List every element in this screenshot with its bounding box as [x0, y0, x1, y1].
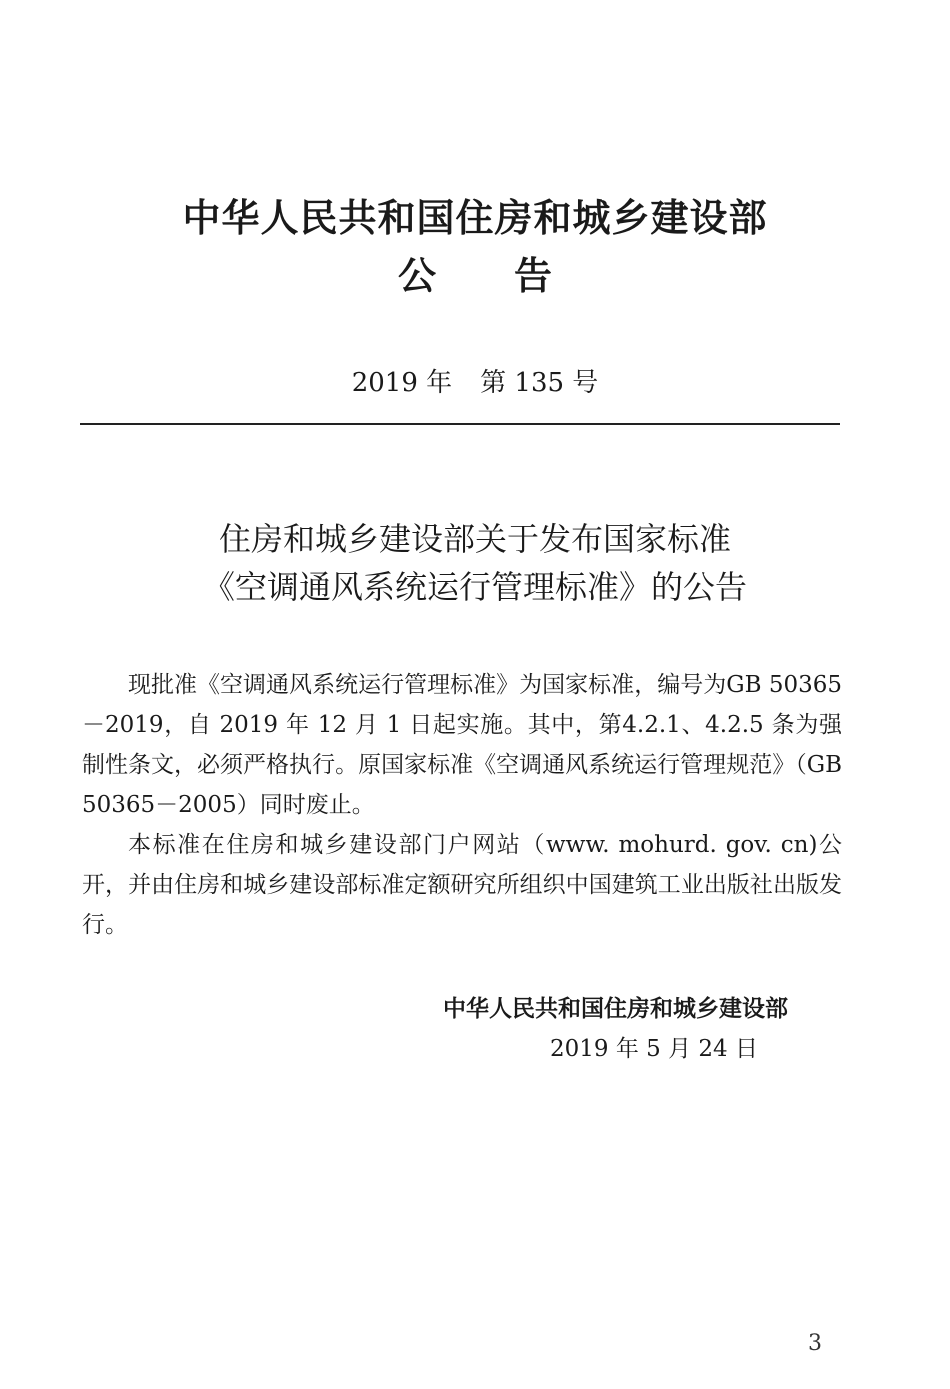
- issuer-heading: 中华人民共和国住房和城乡建设部: [182, 196, 768, 240]
- announcement-serial: 第 135 号: [480, 368, 599, 398]
- signatory: 中华人民共和国住房和城乡建设部: [443, 996, 788, 1022]
- page-number: 3: [808, 1331, 822, 1356]
- announcement-number: [0, 365, 950, 401]
- body-paragraph-2: 本标准在住房和城乡建设部门户网站（www. mohurd. gov. cn)公开，并由住房和城乡建设部标准定额研究所组织中国建筑工业出版社出版发行。: [82, 832, 842, 938]
- announcement-body: [82, 665, 842, 945]
- signature-date: 2019 年 5 月 24 日: [550, 1036, 758, 1062]
- title-line-2: 《空调通风系统运行管理标准》的公告: [202, 568, 747, 606]
- announcement-title: [0, 515, 950, 611]
- title-line-1: 住房和城乡建设部关于发布国家标准: [218, 520, 731, 558]
- body-paragraph-1: 现批准《空调通风系统运行管理标准》为国家标准，编号为GB 50365－2019，自 2019 年 12 月 1 日起实施。其中，第4.2.1、4.2.5 条为强制性条文，必须严格执行。原国家标准《空调通风系统运行管理规范》（GB 50365－2005）同时废止。: [82, 672, 842, 818]
- document-type-heading: [0, 248, 950, 304]
- header-divider: [80, 423, 840, 425]
- document-type-char-2: 告: [514, 254, 553, 298]
- document-type-char-1: 公: [397, 254, 436, 298]
- announcement-year: 2019 年: [351, 368, 453, 398]
